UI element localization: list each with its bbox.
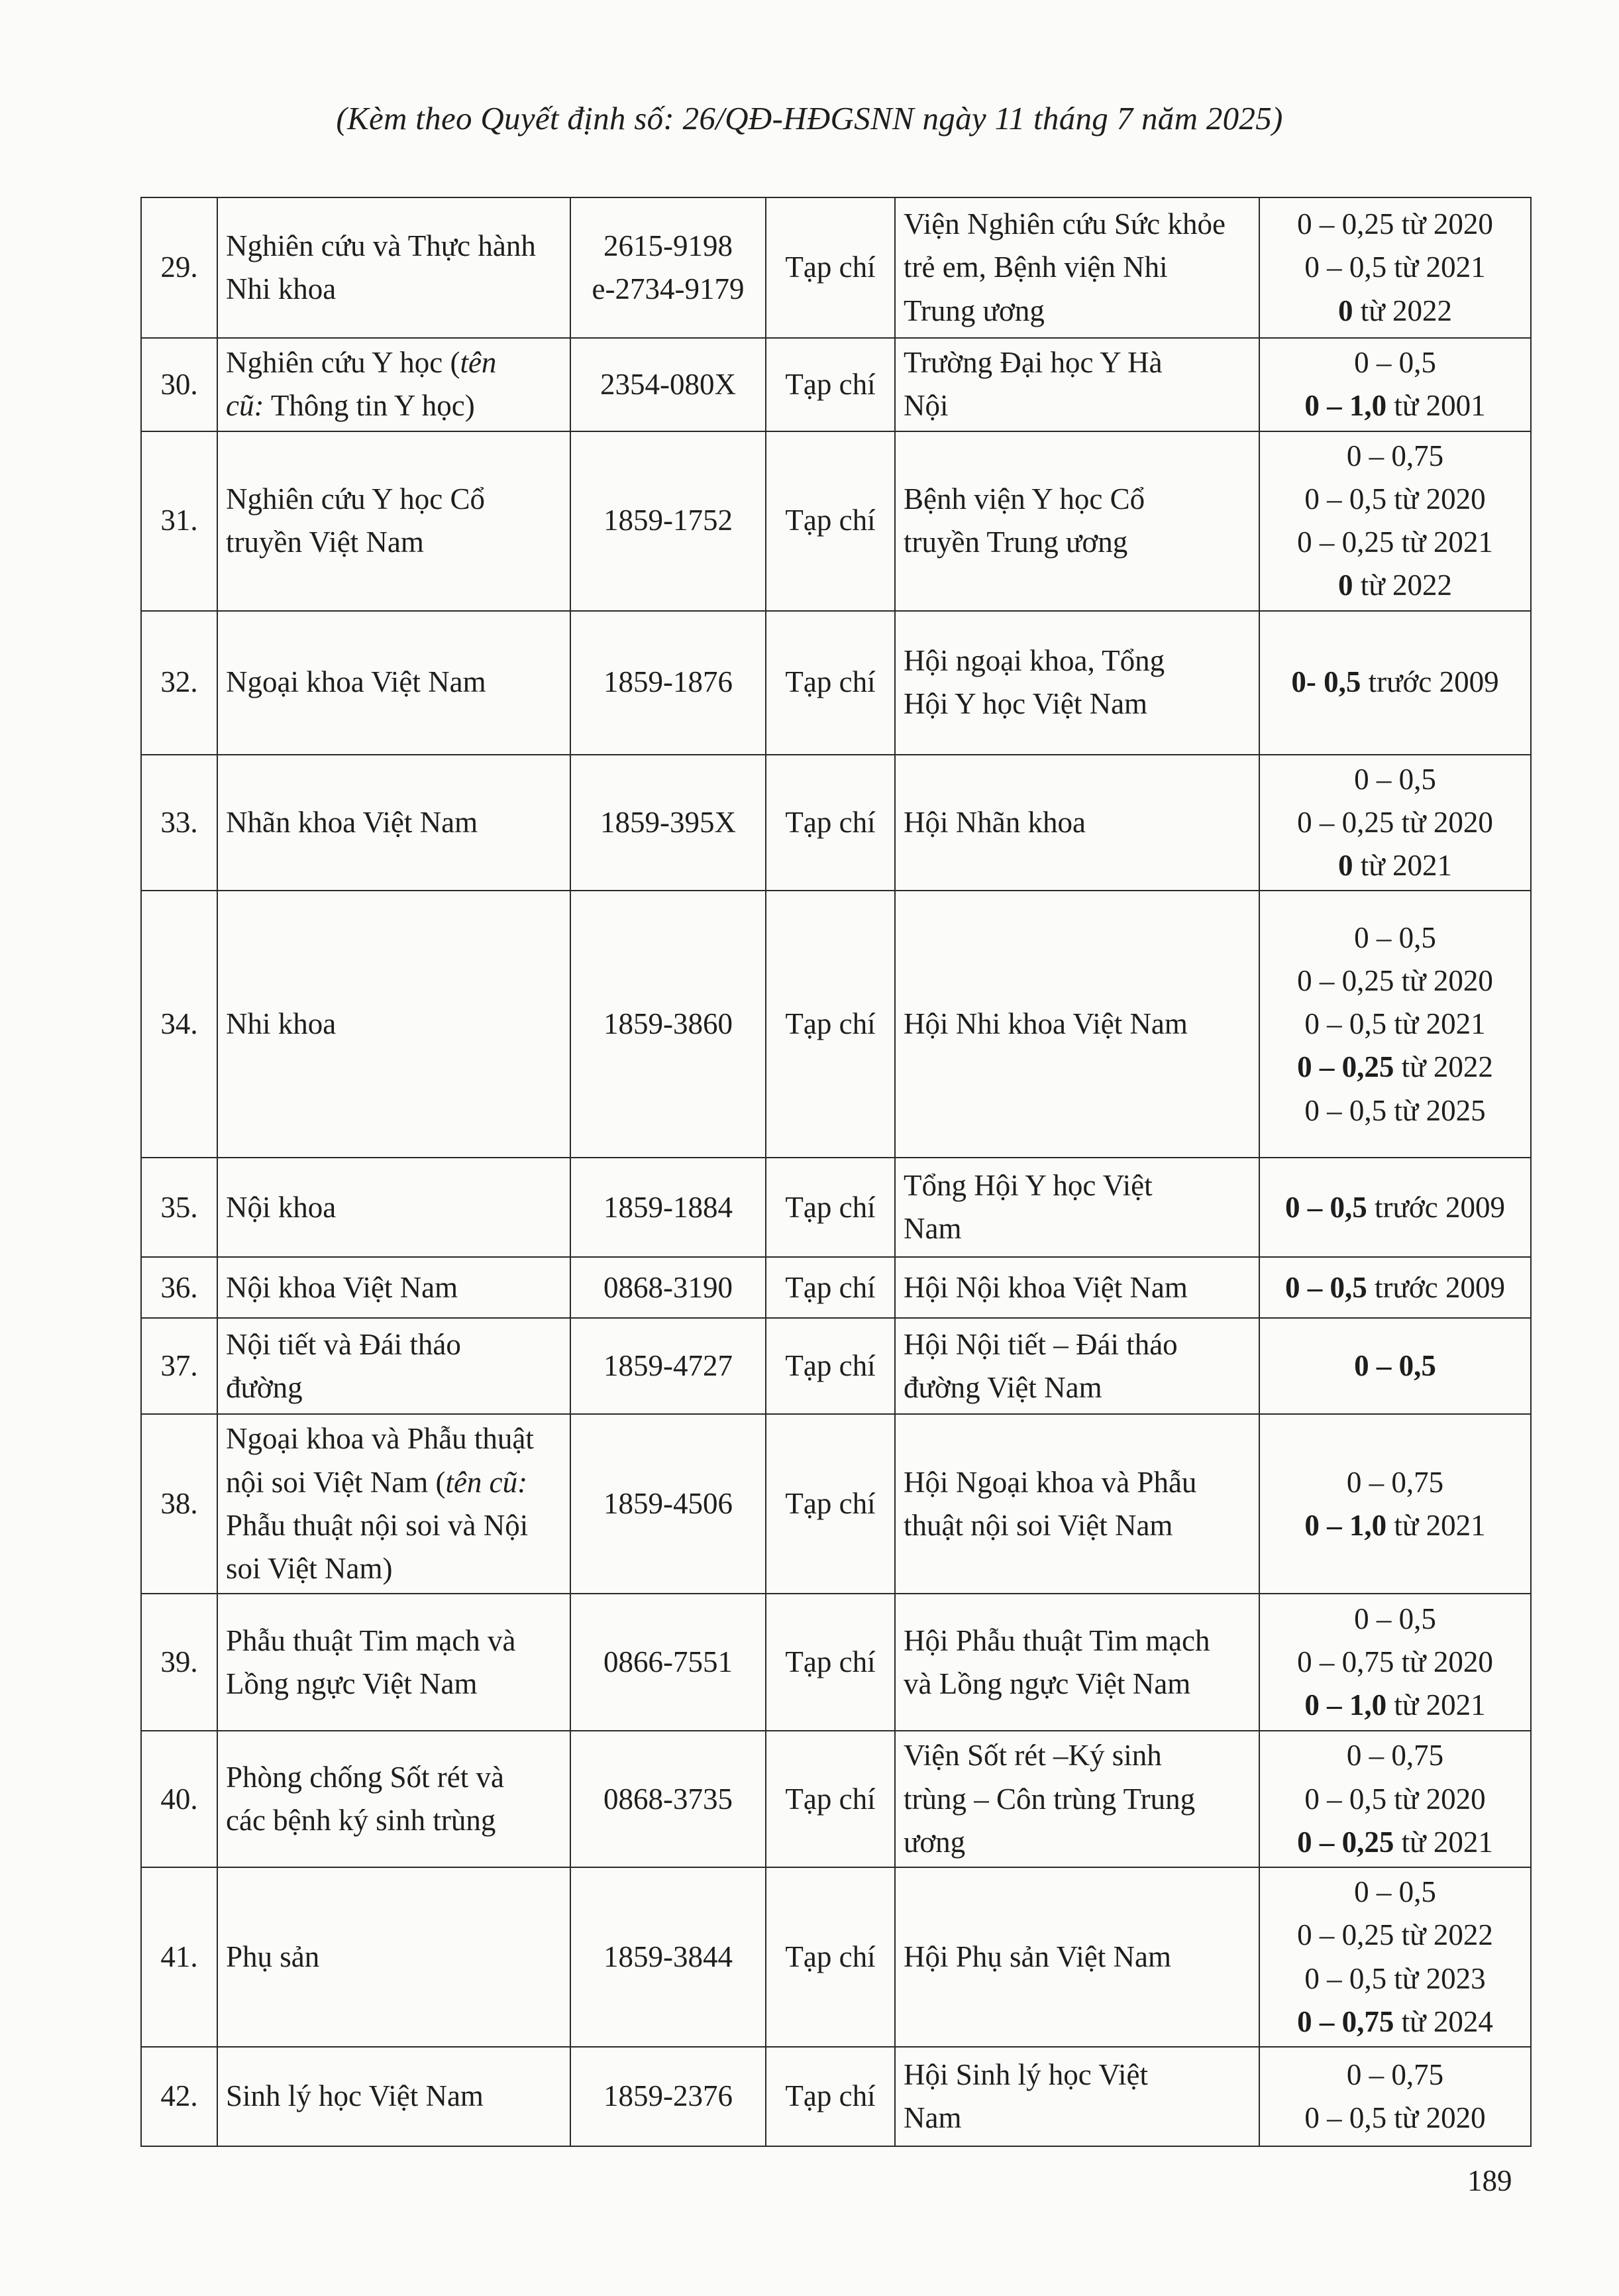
issn-line: 0868-3735 — [603, 1782, 733, 1816]
publisher-line: Viện Sốt rét –Ký sinh — [904, 1739, 1162, 1773]
publication-type-cell — [766, 611, 895, 755]
score-line — [1268, 1871, 1522, 1914]
issn-line: 1859-3860 — [603, 1007, 733, 1041]
score-regular-part: từ 2022 — [1394, 1050, 1493, 1084]
journal-name-cell — [217, 1414, 570, 1594]
publication-type: Tạp chí — [785, 1940, 876, 1973]
score-regular-part: trước 2009 — [1367, 1190, 1505, 1224]
journal-name-line: Phòng chống Sốt rét và — [226, 1760, 504, 1794]
publisher-line: Hội Phẫu thuật Tim mạch — [904, 1623, 1210, 1657]
publication-type: Tạp chí — [785, 250, 876, 284]
publisher-line: Nam — [904, 2101, 962, 2134]
score-line — [1268, 1641, 1522, 1684]
publisher-line: Trung ương — [904, 294, 1045, 327]
issn-line: 2354-080X — [600, 367, 736, 401]
publisher-line: truyền Trung ương — [904, 525, 1128, 559]
score-line — [1268, 341, 1522, 384]
row-number: 37. — [160, 1349, 198, 1383]
issn-line: 2615-9198 — [603, 229, 733, 262]
row-number-cell — [141, 1594, 217, 1731]
journal-name-cell — [217, 1257, 570, 1318]
publisher-cell — [895, 1867, 1259, 2047]
publication-type-cell — [766, 1594, 895, 1731]
row-number: 35. — [160, 1190, 198, 1224]
score-regular-part: từ 2021 — [1353, 849, 1452, 882]
publication-type-cell — [766, 431, 895, 611]
publisher-cell — [895, 611, 1259, 755]
journal-name-cell — [217, 891, 570, 1158]
score-cell — [1259, 197, 1531, 338]
issn-cell — [570, 1257, 766, 1318]
score-line — [1268, 1957, 1522, 2000]
publication-type-cell — [766, 1414, 895, 1594]
score-line — [1268, 661, 1522, 704]
issn-cell — [570, 2047, 766, 2146]
publication-type-cell — [766, 1867, 895, 2047]
journal-name-line: Phụ sản — [226, 1940, 320, 1973]
score-cell — [1259, 2047, 1531, 2146]
row-number: 33. — [160, 805, 198, 839]
row-number-cell — [141, 1257, 217, 1318]
score-cell — [1259, 891, 1531, 1158]
publication-type: Tạp chí — [785, 1487, 876, 1521]
score-line — [1268, 1598, 1522, 1641]
publisher-line: Hội Nhi khoa Việt Nam — [904, 1007, 1188, 1041]
journal-name-cell — [217, 611, 570, 755]
publisher-line: đường Việt Nam — [904, 1370, 1102, 1404]
issn-cell — [570, 891, 766, 1158]
score-line — [1268, 1461, 1522, 1504]
score-line — [1268, 758, 1522, 801]
journal-name-line: Ngoại khoa và Phẫu thuật — [226, 1422, 534, 1456]
score-cell — [1259, 1318, 1531, 1414]
journal-name-cell — [217, 1318, 570, 1414]
page-number: 189 — [1467, 2164, 1512, 2197]
row-number-cell — [141, 891, 217, 1158]
journal-name-line: nội soi Việt Nam (tên cũ: — [226, 1465, 528, 1499]
issn-cell — [570, 611, 766, 755]
score-regular-part: trước 2009 — [1361, 665, 1499, 699]
score-regular-part: 0 – 0,25 từ 2021 — [1297, 525, 1493, 559]
publisher-line: Hội Ngoại khoa và Phẫu — [904, 1465, 1197, 1499]
publisher-cell — [895, 431, 1259, 611]
table-row — [141, 1158, 1531, 1257]
score-regular-part: 0 – 0,75 từ 2020 — [1297, 1645, 1493, 1679]
score-line — [1268, 801, 1522, 844]
score-cell — [1259, 1731, 1531, 1867]
row-number: 32. — [160, 665, 198, 699]
score-regular-part: từ 2001 — [1386, 389, 1486, 423]
issn-cell — [570, 1594, 766, 1731]
publication-type-cell — [766, 1731, 895, 1867]
row-number: 41. — [160, 1940, 198, 1973]
score-cell — [1259, 755, 1531, 891]
row-number-cell — [141, 1318, 217, 1414]
table-row — [141, 1414, 1531, 1594]
score-line — [1268, 564, 1522, 607]
row-number-cell — [141, 2047, 217, 2146]
issn-line: e-2734-9179 — [592, 272, 745, 305]
score-line — [1268, 959, 1522, 1003]
score-bold-part: 0 – 0,75 — [1297, 2004, 1394, 2038]
score-cell — [1259, 1414, 1531, 1594]
publication-type: Tạp chí — [785, 2079, 876, 2113]
score-bold-part: 0 – 0,5 — [1354, 1349, 1436, 1383]
score-regular-part: 0 – 0,5 từ 2021 — [1304, 1007, 1486, 1041]
publisher-line: và Lồng ngực Việt Nam — [904, 1667, 1191, 1700]
publisher-line: thuật nội soi Việt Nam — [904, 1508, 1173, 1542]
score-bold-part: 0- 0,5 — [1291, 665, 1361, 699]
issn-cell — [570, 755, 766, 891]
table-row — [141, 611, 1531, 755]
journal-name-cell — [217, 197, 570, 338]
row-number: 36. — [160, 1270, 198, 1304]
score-regular-part: từ 2021 — [1386, 1688, 1486, 1722]
journal-name-cell — [217, 1867, 570, 2047]
row-number-cell — [141, 431, 217, 611]
journal-name-line: Nội khoa Việt Nam — [226, 1270, 458, 1304]
score-regular-part: 0 – 0,75 — [1346, 1739, 1444, 1773]
publication-type-cell — [766, 1158, 895, 1257]
score-cell — [1259, 611, 1531, 755]
score-bold-part: 0 – 1,0 — [1304, 389, 1387, 423]
page-header-decision-reference: (Kèm theo Quyết định số: 26/QĐ-HĐGSNN ngày 11 tháng 7 năm 2025) — [336, 100, 1283, 137]
score-line — [1268, 1684, 1522, 1727]
publisher-cell — [895, 1158, 1259, 1257]
score-line — [1268, 1821, 1522, 1864]
score-bold-part: 0 – 1,0 — [1304, 1688, 1387, 1722]
journal-name-line: Nghiên cứu và Thực hành — [226, 229, 536, 262]
score-regular-part: 0 – 0,5 — [1354, 346, 1436, 379]
journal-name-cell — [217, 338, 570, 431]
journal-name-line: truyền Việt Nam — [226, 525, 424, 559]
publisher-cell — [895, 2047, 1259, 2146]
publication-type: Tạp chí — [785, 1782, 876, 1816]
score-line — [1268, 521, 1522, 564]
publication-type: Tạp chí — [785, 367, 876, 401]
journal-name-line: Sinh lý học Việt Nam — [226, 2079, 484, 2113]
issn-line: 1859-1752 — [603, 504, 733, 537]
score-regular-part: từ 2022 — [1353, 569, 1452, 602]
score-regular-part: 0 – 0,75 — [1346, 2057, 1444, 2091]
score-regular-part: từ 2021 — [1394, 1825, 1493, 1859]
score-line — [1268, 290, 1522, 333]
score-bold-part: 0 – 0,25 — [1297, 1825, 1394, 1859]
table-row — [141, 1731, 1531, 1867]
journal-name-line: Nghiên cứu Y học (tên — [226, 346, 497, 379]
row-number-cell — [141, 1158, 217, 1257]
score-line — [1268, 203, 1522, 246]
score-regular-part: 0 – 0,5 từ 2023 — [1304, 1961, 1486, 1995]
score-regular-part: 0 – 0,5 từ 2020 — [1304, 482, 1486, 516]
table-row — [141, 338, 1531, 431]
score-regular-part: 0 – 0,5 — [1354, 762, 1436, 796]
score-cell — [1259, 1594, 1531, 1731]
score-bold-part: 0 – 0,5 — [1285, 1270, 1367, 1304]
publisher-cell — [895, 755, 1259, 891]
score-line — [1268, 246, 1522, 289]
issn-cell — [570, 431, 766, 611]
row-number-cell — [141, 1867, 217, 2047]
row-number: 34. — [160, 1007, 198, 1041]
score-line — [1268, 435, 1522, 478]
score-regular-part: từ 2021 — [1386, 1508, 1486, 1542]
journal-name-line: Phẫu thuật Tim mạch và — [226, 1623, 516, 1657]
row-number-cell — [141, 197, 217, 338]
journal-name-line: đường — [226, 1370, 303, 1404]
score-bold-part: 0 — [1338, 569, 1353, 602]
journal-name-line: Nhi khoa — [226, 1007, 337, 1041]
publisher-line: Hội Y học Việt Nam — [904, 687, 1148, 720]
publisher-line: Nội — [904, 389, 949, 423]
score-regular-part: 0 – 0,25 từ 2020 — [1297, 805, 1493, 839]
score-regular-part: 0 – 0,5 — [1354, 1875, 1436, 1908]
table-row — [141, 1867, 1531, 2047]
table-row — [141, 891, 1531, 1158]
publication-type: Tạp chí — [785, 1349, 876, 1383]
publisher-line: Hội Nhãn khoa — [904, 805, 1086, 839]
score-line — [1268, 916, 1522, 959]
journal-name-cell — [217, 1158, 570, 1257]
publisher-line: ương — [904, 1825, 966, 1859]
table-row — [141, 755, 1531, 891]
publication-type-cell — [766, 1257, 895, 1318]
score-line — [1268, 2000, 1522, 2044]
row-number: 29. — [160, 250, 198, 284]
journal-name-line: soi Việt Nam) — [226, 1552, 393, 1585]
score-regular-part: 0 – 0,75 — [1346, 439, 1444, 472]
table-row — [141, 197, 1531, 338]
score-regular-part: 0 – 0,25 từ 2020 — [1297, 207, 1493, 241]
journal-table — [140, 197, 1532, 2147]
publisher-line: Nam — [904, 1212, 962, 1246]
publisher-cell — [895, 1318, 1259, 1414]
score-cell — [1259, 1867, 1531, 2047]
issn-line: 0868-3190 — [603, 1270, 733, 1304]
publication-type: Tạp chí — [785, 1270, 876, 1304]
journal-name-cell — [217, 2047, 570, 2146]
row-number: 30. — [160, 367, 198, 401]
publisher-line: trùng – Côn trùng Trung — [904, 1782, 1196, 1816]
issn-cell — [570, 338, 766, 431]
publication-type: Tạp chí — [785, 1007, 876, 1041]
row-number: 42. — [160, 2079, 198, 2113]
table-row — [141, 431, 1531, 611]
row-number-cell — [141, 755, 217, 891]
score-bold-part: 0 — [1338, 849, 1353, 882]
journal-name-line: Nội khoa — [226, 1190, 337, 1224]
row-number: 38. — [160, 1487, 198, 1521]
publisher-cell — [895, 197, 1259, 338]
score-regular-part: 0 – 0,25 từ 2022 — [1297, 1918, 1493, 1952]
score-line — [1268, 1003, 1522, 1046]
score-regular-part: trước 2009 — [1367, 1270, 1505, 1304]
publisher-line: Trường Đại học Y Hà — [904, 346, 1163, 379]
publisher-line: Tổng Hội Y học Việt — [904, 1169, 1153, 1202]
table-row — [141, 1318, 1531, 1414]
publication-type-cell — [766, 755, 895, 891]
publisher-cell — [895, 891, 1259, 1158]
score-bold-part: 0 — [1338, 294, 1353, 327]
publication-type: Tạp chí — [785, 1645, 876, 1679]
journal-name-line: Nội tiết và Đái tháo — [226, 1327, 461, 1361]
journal-name-line: Ngoại khoa Việt Nam — [226, 665, 486, 699]
publisher-line: trẻ em, Bệnh viện Nhi — [904, 250, 1168, 284]
issn-cell — [570, 1414, 766, 1594]
publisher-line: Hội Phụ sản Việt Nam — [904, 1940, 1171, 1973]
issn-line: 1859-4727 — [603, 1349, 733, 1383]
journal-name-line: các bệnh ký sinh trùng — [226, 1804, 496, 1837]
publisher-cell — [895, 1731, 1259, 1867]
score-regular-part: 0 – 0,5 từ 2021 — [1304, 250, 1486, 284]
score-line — [1268, 2053, 1522, 2097]
score-line — [1268, 1778, 1522, 1821]
publisher-cell — [895, 338, 1259, 431]
issn-line: 1859-2376 — [603, 2079, 733, 2113]
publisher-cell — [895, 1594, 1259, 1731]
journal-name-line: Nhãn khoa Việt Nam — [226, 805, 478, 839]
publisher-cell — [895, 1257, 1259, 1318]
row-number-cell — [141, 338, 217, 431]
score-line — [1268, 844, 1522, 887]
score-line — [1268, 478, 1522, 521]
score-regular-part: 0 – 0,5 — [1354, 920, 1436, 954]
score-line — [1268, 1914, 1522, 1957]
score-cell — [1259, 431, 1531, 611]
score-line — [1268, 1046, 1522, 1089]
row-number: 40. — [160, 1782, 198, 1816]
issn-cell — [570, 197, 766, 338]
score-bold-part: 0 – 0,25 — [1297, 1050, 1394, 1084]
table-row — [141, 1257, 1531, 1318]
issn-cell — [570, 1731, 766, 1867]
journal-name-cell — [217, 1731, 570, 1867]
journal-name-line: Nhi khoa — [226, 272, 337, 305]
row-number-cell — [141, 1731, 217, 1867]
table-row — [141, 2047, 1531, 2146]
publisher-line: Hội Nội khoa Việt Nam — [904, 1270, 1188, 1304]
score-bold-part: 0 – 1,0 — [1304, 1508, 1387, 1542]
issn-cell — [570, 1158, 766, 1257]
publication-type-cell — [766, 338, 895, 431]
issn-line: 1859-3844 — [603, 1940, 733, 1973]
score-line — [1268, 1504, 1522, 1547]
row-number: 39. — [160, 1645, 198, 1679]
publisher-line: Bệnh viện Y học Cổ — [904, 482, 1145, 516]
row-number-cell — [141, 1414, 217, 1594]
score-regular-part: 0 – 0,5 — [1354, 1602, 1436, 1635]
issn-cell — [570, 1867, 766, 2047]
score-line — [1268, 384, 1522, 427]
score-regular-part: 0 – 0,5 từ 2025 — [1304, 1093, 1486, 1127]
score-regular-part: 0 – 0,25 từ 2020 — [1297, 963, 1493, 997]
issn-line: 1859-395X — [600, 805, 736, 839]
row-number: 31. — [160, 504, 198, 537]
publisher-line: Hội ngoại khoa, Tổng — [904, 643, 1165, 677]
publication-type: Tạp chí — [785, 805, 876, 839]
issn-line: 0866-7551 — [603, 1645, 733, 1679]
publisher-line: Viện Nghiên cứu Sức khỏe — [904, 207, 1226, 241]
publication-type-cell — [766, 2047, 895, 2146]
score-regular-part: từ 2022 — [1353, 294, 1452, 327]
publication-type-cell — [766, 197, 895, 338]
row-number-cell — [141, 611, 217, 755]
publication-type: Tạp chí — [785, 504, 876, 537]
score-regular-part: 0 – 0,5 từ 2020 — [1304, 1782, 1486, 1816]
publisher-line: Hội Sinh lý học Việt — [904, 2057, 1148, 2091]
score-regular-part: 0 – 0,5 từ 2020 — [1304, 2101, 1486, 2134]
publication-type: Tạp chí — [785, 1190, 876, 1224]
score-line — [1268, 2097, 1522, 2140]
score-line — [1268, 1344, 1522, 1388]
journal-name-cell — [217, 431, 570, 611]
score-cell — [1259, 338, 1531, 431]
publication-type: Tạp chí — [785, 665, 876, 699]
issn-line: 1859-1876 — [603, 665, 733, 699]
score-bold-part: 0 – 0,5 — [1285, 1190, 1367, 1224]
publication-type-cell — [766, 1318, 895, 1414]
issn-line: 1859-4506 — [603, 1487, 733, 1521]
score-cell — [1259, 1257, 1531, 1318]
score-cell — [1259, 1158, 1531, 1257]
publication-type-cell — [766, 891, 895, 1158]
publisher-line: Hội Nội tiết – Đái tháo — [904, 1327, 1178, 1361]
journal-name-line: cũ: Thông tin Y học) — [226, 389, 475, 423]
table-row — [141, 1594, 1531, 1731]
score-line — [1268, 1186, 1522, 1229]
publisher-cell — [895, 1414, 1259, 1594]
score-regular-part: 0 – 0,75 — [1346, 1465, 1444, 1499]
journal-name-line: Lồng ngực Việt Nam — [226, 1667, 478, 1700]
score-line — [1268, 1266, 1522, 1309]
score-line — [1268, 1734, 1522, 1777]
score-line — [1268, 1089, 1522, 1132]
journal-name-line: Nghiên cứu Y học Cổ — [226, 482, 485, 516]
issn-line: 1859-1884 — [603, 1190, 733, 1224]
journal-name-cell — [217, 1594, 570, 1731]
score-regular-part: từ 2024 — [1394, 2004, 1493, 2038]
journal-name-cell — [217, 755, 570, 891]
issn-cell — [570, 1318, 766, 1414]
journal-name-line: Phẫu thuật nội soi và Nội — [226, 1508, 529, 1542]
